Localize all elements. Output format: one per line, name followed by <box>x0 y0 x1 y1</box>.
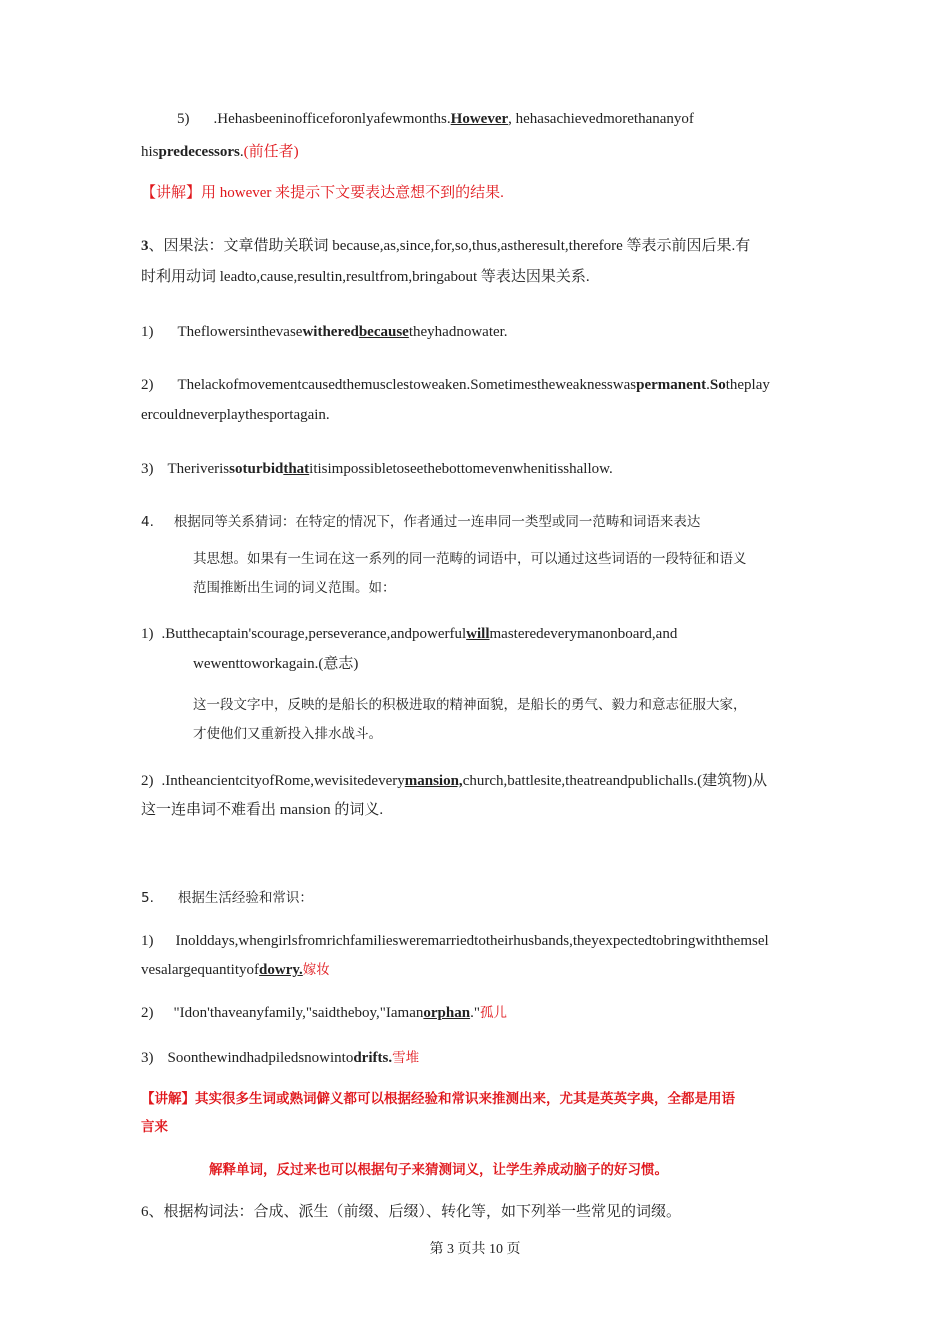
keyword: will <box>466 626 490 642</box>
keyword: predecessors <box>158 144 240 160</box>
sentence-text: Thelackofmovementcausedthemusclestoweaken.Sometimestheweaknesswas <box>177 377 637 393</box>
sentence-text: . <box>706 377 710 393</box>
item-number: 1) <box>141 933 154 949</box>
sentence-text: "Idon'thaveanyfamily,"saidtheboy,"Iaman <box>173 1005 424 1021</box>
section-text: 根据同等关系猜词：在特定的情况下，作者通过一连串同一类型或同一范畴和词语来表达 <box>173 514 701 530</box>
section-5-heading <box>141 888 313 908</box>
keyword: However <box>450 111 509 127</box>
sentence-text: .Butthecaptain'scourage,perseverance,andpowerful <box>161 626 467 642</box>
sentence-text: Theriveris <box>167 461 230 477</box>
section-number: 4. <box>141 514 154 530</box>
keyword: mansion, <box>404 773 463 789</box>
section-3-heading <box>141 236 750 256</box>
sentence-text: . <box>239 144 244 160</box>
sentence-text: church,battlesite,theatreandpublichalls.(建筑物)从 <box>462 773 768 789</box>
sentence-text: itisimpossibletoseethebottomevenwhenitisshallow. <box>309 461 613 477</box>
section-3-line2: 时利用动词 leadto,cause,resultin,resultfrom,bringabout 等表达因果关系. <box>141 269 590 285</box>
section-text: 根据生活经验和常识： <box>177 890 313 906</box>
item-number: 5) <box>177 111 190 127</box>
gloss: 雪堆 <box>392 1050 420 1066</box>
page-footer: 第 3 页共 10 页 <box>429 1242 521 1257</box>
explanation-note-2-line2: 言来 <box>141 1119 168 1135</box>
example-4-1 <box>141 624 677 644</box>
item-number: 3) <box>141 1050 154 1066</box>
section-4-line3: 范围推断出生词的词义范围。如： <box>193 580 396 596</box>
gloss: 嫁妆 <box>302 962 330 978</box>
keyword: So <box>709 377 726 393</box>
sentence-text: masteredeverymanonboard,and <box>489 626 678 642</box>
example-3-2 <box>141 375 770 395</box>
example-4-2 <box>141 771 767 791</box>
sentence-text: .IntheancientcityofRome,wevisitedevery <box>161 773 405 789</box>
example-4-1-explanation: 这一段文字中，反映的是船长的积极进取的精神面貌，是船长的勇气、毅力和意志征服大家， <box>193 697 747 713</box>
keyword: that <box>283 461 310 477</box>
keyword: because <box>358 324 409 340</box>
gloss: 孤儿 <box>479 1005 507 1021</box>
keyword: orphan <box>423 1005 471 1021</box>
section-number: 5. <box>141 890 154 906</box>
explanation-note-2-line3: 解释单词，反过来也可以根据句子来猜测词义，让学生养成动脑子的好习惯。 <box>209 1162 668 1178</box>
keyword: permanent <box>636 377 707 393</box>
example-3-3 <box>141 459 613 479</box>
example-4-1-explanation-2: 才使他们又重新投入排水战斗。 <box>193 726 382 742</box>
keyword: withered <box>302 324 359 340</box>
explanation-note: 【讲解】用 however 来提示下文要表达意想不到的结果. <box>141 185 504 201</box>
sentence-text: Soonthewindhadpiledsnowinto <box>167 1050 354 1066</box>
example-3-1 <box>141 322 508 342</box>
example-5-1 <box>141 931 769 951</box>
sentence-text: Theflowersinthevase <box>177 324 303 340</box>
explanation-note-2: 【讲解】其实很多生词或熟词僻义都可以根据经验和常识来推测出来，尤其是英英字典，全都是用语 <box>141 1091 735 1107</box>
section-text: 、因果法：文章借助关联词 because,as,since,for,so,thus,astheresult,therefore 等表示前因后果.有 <box>148 238 751 254</box>
item5-line2 <box>141 142 299 162</box>
section-6-heading: 6、根据构词法：合成、派生（前缀、后缀）、转化等，如下列举一些常见的词缀。 <box>141 1204 682 1220</box>
example-4-2-line2: 这一连串词不难看出 mansion 的词义. <box>141 802 384 818</box>
item-number: 3) <box>141 461 154 477</box>
sentence-text: theplay <box>725 377 770 393</box>
item5-line1 <box>177 109 694 129</box>
example-5-2 <box>141 1003 507 1023</box>
keyword: soturbid <box>229 461 284 477</box>
keyword: dowry. <box>259 962 303 978</box>
sentence-text: .Hehasbeeninofficeforonlyafewmonths. <box>213 111 451 127</box>
section-4-line2: 其思想。如果有一生词在这一系列的同一范畴的词语中，可以通过这些词语的一段特征和语义 <box>193 551 747 567</box>
gloss: (前任者) <box>243 144 299 160</box>
example-5-1-line2 <box>141 960 330 980</box>
sentence-text: his <box>141 144 159 160</box>
sentence-text: theyhadnowater. <box>408 324 508 340</box>
section-number: 3 <box>141 238 149 254</box>
item-number: 2) <box>141 377 154 393</box>
example-4-1-line2: wewenttoworkagain.(意志) <box>193 656 359 672</box>
section-4-heading <box>141 512 700 532</box>
sentence-text: vesalargequantityof <box>141 962 260 978</box>
example-3-2-line2: ercouldneverplaythesportagain. <box>141 407 330 423</box>
sentence-text: ." <box>470 1005 480 1021</box>
item-number: 2) <box>141 1005 154 1021</box>
keyword: drifts. <box>353 1050 393 1066</box>
item-number: 1) <box>141 324 154 340</box>
item-number: 1) <box>141 626 154 642</box>
item-number: 2) <box>141 773 154 789</box>
sentence-text: Inolddays,whengirlsfromrichfamiliesweremarriedtotheirhusbands,theyexpectedtobringwiththemsel <box>175 933 769 949</box>
sentence-text: , hehasachievedmorethananyof <box>508 111 694 127</box>
example-5-3 <box>141 1048 419 1068</box>
